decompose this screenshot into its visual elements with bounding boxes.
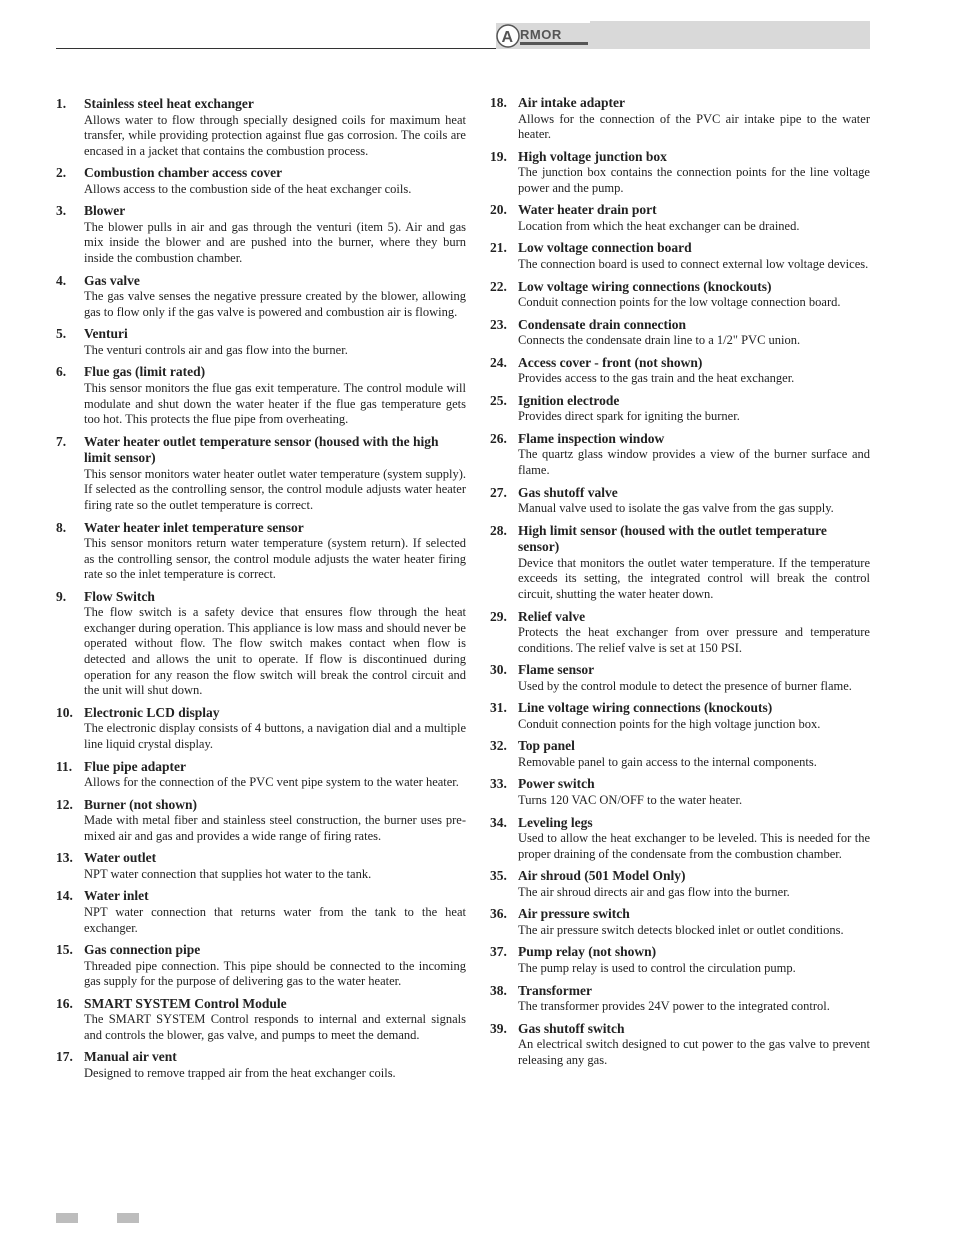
item-description: The quartz glass window provides a view of the burner surface and flame. — [518, 447, 870, 478]
item-description: Provides access to the gas train and the heat exchanger. — [518, 371, 795, 386]
item-title: High limit sensor (housed with the outlet temperature sensor) — [518, 522, 827, 555]
list-item — [490, 944, 870, 976]
list-item — [490, 202, 870, 234]
item-title: Water inlet — [84, 888, 149, 904]
list-item — [56, 888, 466, 936]
list-item — [490, 906, 870, 938]
item-title: Electronic LCD display — [84, 704, 220, 720]
list-item — [56, 326, 466, 358]
item-description: The SMART SYSTEM Control responds to internal and external signals and controls the blower, gas valve, and pumps to meet the demand. — [84, 1012, 466, 1042]
item-title: Manual air vent — [84, 1049, 177, 1065]
item-number: 5. — [56, 326, 67, 342]
item-title: Air pressure switch — [518, 906, 630, 922]
item-title: Gas shutoff valve — [518, 484, 618, 500]
item-title: Water heater inlet temperature sensor — [84, 519, 304, 535]
item-number: 38. — [490, 982, 507, 998]
list-item — [56, 273, 466, 321]
list-item — [56, 203, 466, 266]
item-number: 27. — [490, 484, 507, 500]
item-number: 35. — [490, 868, 507, 884]
item-description: The electronic display consists of 4 buttons, a navigation dial and a multiple line liquid crystal display. — [84, 721, 466, 751]
item-description: The venturi controls air and gas flow into the burner. — [84, 342, 348, 357]
parts-list-right — [490, 95, 870, 1074]
item-title: Pump relay (not shown) — [518, 944, 657, 960]
item-description: Used by the control module to detect the presence of burner flame. — [518, 678, 852, 693]
list-item — [490, 317, 870, 349]
item-number: 26. — [490, 430, 507, 446]
item-title: Water heater outlet temperature sensor (housed with the high limit sensor) — [84, 433, 439, 466]
item-description: The pump relay is used to control the circulation pump. — [518, 960, 796, 975]
item-description: The gas valve senses the negative pressure created by the blower, allowing gas to flow only if the gas valve is powered and combustion air is flowing. — [84, 289, 466, 319]
list-item — [490, 983, 870, 1015]
item-description: Allows for the connection of the PVC vent pipe system to the water heater. — [84, 775, 459, 790]
list-item — [490, 485, 870, 517]
item-number: 30. — [490, 662, 507, 678]
item-title: Air shroud (501 Model Only) — [518, 868, 686, 884]
item-description: Made with metal fiber and stainless steel construction, the burner uses pre-mixed air and gas and provides a wide range of firing rates. — [84, 813, 466, 843]
item-description: Conduit connection points for the high voltage junction box. — [518, 716, 821, 731]
list-item — [490, 609, 870, 657]
item-description: NPT water connection that supplies hot water to the tank. — [84, 866, 372, 881]
item-number: 33. — [490, 776, 507, 792]
item-description: This sensor monitors the flue gas exit temperature. The control module will modulate and shut down the water heater if the flue gas temperature gets too hot. This protects the flue pipe from overheating. — [84, 380, 466, 427]
item-title: Water heater drain port — [518, 202, 657, 218]
item-number: 36. — [490, 906, 507, 922]
item-title: Power switch — [518, 776, 595, 792]
item-title: Blower — [84, 203, 126, 219]
item-number: 15. — [56, 942, 73, 958]
list-item — [490, 776, 870, 808]
list-item — [56, 759, 466, 791]
item-number: 16. — [56, 995, 73, 1011]
item-number: 3. — [56, 203, 67, 219]
item-description: The blower pulls in air and gas through the venturi (item 5). Air and gas mix inside the blower and are pushed into the burner, where they burn inside the combustion chamber. — [84, 219, 466, 266]
item-title: Venturi — [84, 326, 128, 342]
item-number: 10. — [56, 704, 73, 720]
item-title: Gas valve — [84, 272, 140, 288]
list-item — [490, 240, 870, 272]
list-item — [490, 279, 870, 311]
item-description: Device that monitors the outlet water temperature. If the temperature exceeds its setting, the integrated control will break the control circuit, shutting the water heater down. — [518, 555, 870, 601]
list-item — [490, 868, 870, 900]
item-number: 6. — [56, 364, 67, 380]
parts-list-left — [56, 96, 466, 1088]
item-number: 32. — [490, 738, 507, 754]
item-title: Gas shutoff switch — [518, 1020, 625, 1036]
item-title: Air intake adapter — [518, 95, 625, 110]
list-item — [490, 95, 870, 143]
list-item — [56, 850, 466, 882]
list-item — [490, 738, 870, 770]
list-item — [56, 996, 466, 1044]
item-title: High voltage junction box — [518, 148, 667, 164]
item-number: 18. — [490, 95, 507, 110]
list-item — [56, 434, 466, 514]
item-number: 28. — [490, 522, 507, 538]
item-number: 24. — [490, 354, 507, 370]
item-number: 12. — [56, 796, 73, 812]
item-number: 14. — [56, 888, 73, 904]
item-number: 22. — [490, 278, 507, 294]
list-item — [490, 700, 870, 732]
item-description: The transformer provides 24V power to the integrated control. — [518, 999, 830, 1014]
list-item — [56, 1049, 466, 1081]
item-title: Line voltage wiring connections (knockouts) — [518, 700, 773, 716]
list-item — [56, 797, 466, 845]
item-title: Top panel — [518, 738, 575, 754]
item-title: Access cover - front (not shown) — [518, 354, 703, 370]
list-item — [56, 96, 466, 159]
item-number: 25. — [490, 392, 507, 408]
item-description: NPT water connection that returns water from the tank to the heat exchanger. — [84, 904, 466, 935]
item-description: The junction box contains the connection points for the line voltage power and the pump. — [518, 165, 870, 195]
item-description: Location from which the heat exchanger can be drained. — [518, 218, 800, 233]
item-description: Allows water to flow through specially designed coils for maximum heat transfer, while providing protection against flue gas corrosion. The coils are encased in a jacket that contains the combustion process. — [84, 112, 466, 158]
item-description: The flow switch is a safety device that ensures flow through the heat exchanger during operation. This appliance is low mass and should never be operated without flow. The flow switch makes contact when flow is detected and allows the unit to operate. If flow is discontinued during operation for any reason the flow switch will break the control circuit and the unit will shut down. — [84, 605, 466, 698]
item-description: This sensor monitors return water temperature (system return). If selected as the controlling sensor, the control module adjusts the water heater firing rate so the inlet temperature is correct. — [84, 536, 466, 582]
item-description: Manual valve used to isolate the gas valve from the gas supply. — [518, 501, 834, 516]
item-description: Designed to remove trapped air from the heat exchanger coils. — [84, 1065, 396, 1080]
list-item — [490, 662, 870, 694]
item-description: Removable panel to gain access to the internal components. — [518, 754, 817, 769]
item-number: 19. — [490, 148, 507, 164]
item-title: Leveling legs — [518, 814, 593, 830]
item-number: 2. — [56, 165, 67, 181]
item-description: Connects the condensate drain line to a 1/2" PVC union. — [518, 333, 801, 348]
item-description: Protects the heat exchanger from over pressure and temperature conditions. The relief valve is set at 150 PSI. — [518, 625, 870, 655]
item-description: The connection board is used to connect external low voltage devices. — [518, 256, 869, 271]
item-number: 21. — [490, 240, 507, 256]
item-title: Water outlet — [84, 850, 157, 866]
item-description: Used to allow the heat exchanger to be leveled. This is needed for the proper draining of the condensate from the combustion chamber. — [518, 831, 870, 861]
item-number: 37. — [490, 944, 507, 960]
footer-marker-right — [117, 1213, 139, 1223]
armor-logo — [496, 23, 592, 49]
list-item — [56, 364, 466, 427]
item-title: Burner (not shown) — [84, 796, 198, 812]
item-description: This sensor monitors water heater outlet water temperature (system supply). If selected as the controlling sensor, the control module adjusts water heater firing rate so the outlet temperature is correct. — [84, 466, 466, 512]
item-title: Flame inspection window — [518, 430, 665, 446]
list-item — [56, 705, 466, 753]
item-title: SMART SYSTEM Control Module — [84, 995, 287, 1011]
item-description: Provides direct spark for igniting the burner. — [518, 409, 740, 424]
svg-text:RMOR: RMOR — [520, 27, 562, 42]
item-title: Ignition electrode — [518, 392, 620, 408]
item-description: Threaded pipe connection. This pipe should be connected to the incoming gas supply for the purpose of delivering gas to the water heater. — [84, 958, 466, 989]
list-item — [56, 165, 466, 197]
item-title: Gas connection pipe — [84, 942, 201, 958]
item-number: 20. — [490, 202, 507, 218]
item-number: 11. — [56, 758, 73, 774]
item-number: 34. — [490, 814, 507, 830]
item-title: Flame sensor — [518, 662, 595, 678]
item-description: Turns 120 VAC ON/OFF to the water heater. — [518, 792, 743, 807]
svg-text:A: A — [501, 29, 514, 46]
item-number: 23. — [490, 316, 507, 332]
item-number: 17. — [56, 1049, 73, 1065]
list-item — [490, 149, 870, 197]
item-title: Flue pipe adapter — [84, 758, 187, 774]
header-bar — [590, 21, 870, 49]
item-title: Flow Switch — [84, 588, 155, 604]
list-item — [56, 520, 466, 583]
list-item — [56, 942, 466, 990]
list-item — [490, 815, 870, 863]
item-description: The air shroud directs air and gas flow into the burner. — [518, 884, 790, 899]
list-item — [490, 355, 870, 387]
list-item — [490, 431, 870, 479]
item-number: 9. — [56, 588, 67, 604]
item-number: 1. — [56, 96, 67, 111]
item-number: 31. — [490, 700, 507, 716]
item-number: 8. — [56, 519, 67, 535]
item-description: An electrical switch designed to cut power to the gas valve to prevent releasing any gas. — [518, 1037, 870, 1067]
item-title: Combustion chamber access cover — [84, 165, 283, 181]
item-number: 4. — [56, 272, 67, 288]
item-number: 29. — [490, 608, 507, 624]
list-item — [490, 1021, 870, 1069]
list-item — [56, 589, 466, 699]
item-number: 39. — [490, 1020, 507, 1036]
item-description: The air pressure switch detects blocked inlet or outlet conditions. — [518, 922, 844, 937]
item-description: Allows access to the combustion side of the heat exchanger coils. — [84, 181, 412, 196]
item-title: Stainless steel heat exchanger — [84, 96, 254, 111]
item-description: Conduit connection points for the low voltage connection board. — [518, 295, 841, 310]
item-title: Transformer — [518, 982, 592, 998]
list-item — [490, 523, 870, 603]
item-title: Relief valve — [518, 608, 586, 624]
footer-marker-left — [56, 1213, 78, 1223]
item-title: Condensate drain connection — [518, 316, 687, 332]
item-number: 7. — [56, 433, 67, 449]
item-title: Low voltage wiring connections (knockouts) — [518, 278, 772, 294]
item-description: Allows for the connection of the PVC air intake pipe to the water heater. — [518, 111, 870, 142]
list-item — [490, 393, 870, 425]
item-number: 13. — [56, 850, 73, 866]
item-title: Flue gas (limit rated) — [84, 364, 206, 380]
item-title: Low voltage connection board — [518, 240, 692, 256]
